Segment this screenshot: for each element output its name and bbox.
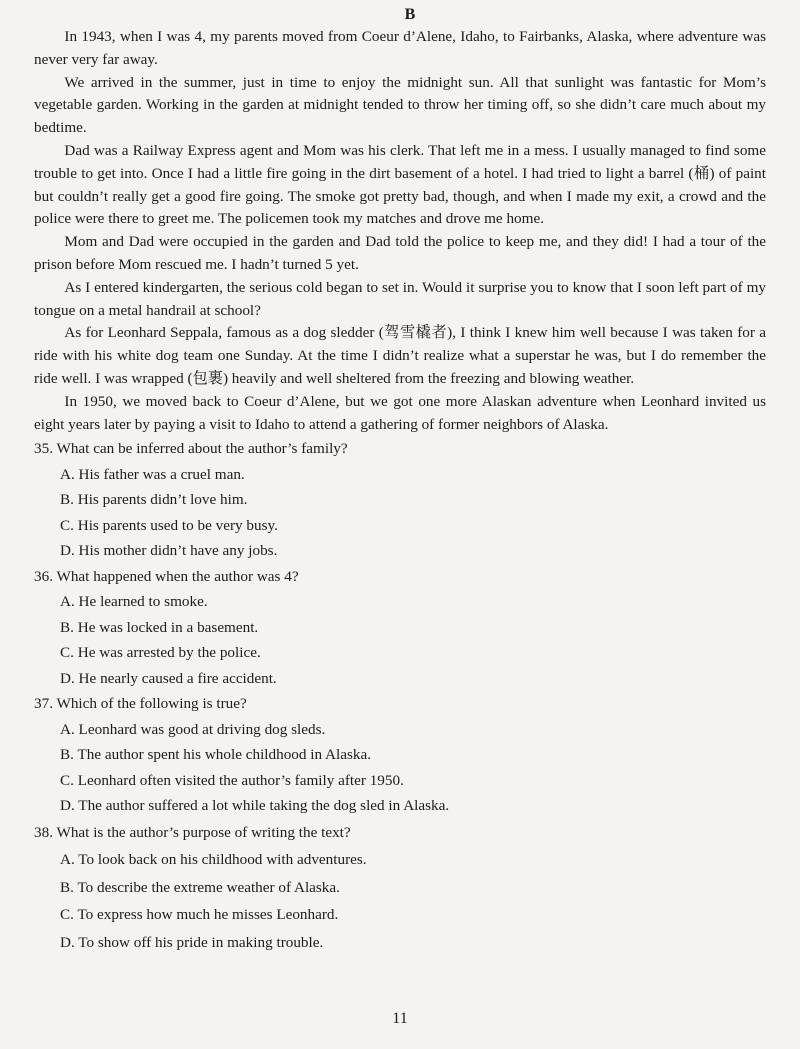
option-a: A. His father was a cruel man. — [60, 465, 245, 483]
option-c: C. His parents used to be very busy. — [60, 516, 278, 534]
option-d: D. His mother didn’t have any jobs. — [60, 542, 278, 560]
option-b: B. His parents didn’t love him. — [60, 491, 248, 509]
passage-paragraph: In 1950, we moved back to Coeur d’Alene, but we got one more Alaskan adventure when Leonhard invited us eight years later by paying a visit to Idaho to attend a gathering of former neighbors of Alaska. — [34, 392, 766, 433]
question-35 — [34, 436, 766, 564]
passage-paragraph: As for Leonhard Seppala, famous as a dog sledder (驾雪橇者), I think I knew him well because I was taken for a ride with his white dog team one Sunday. At the time I didn’t realize what a superstar he was, but I do remember the ride well. I was wrapped (包裹) heavily and well sheltered from the freezing and blowing weather. — [34, 324, 766, 387]
option-b: B. He was locked in a basement. — [60, 618, 259, 636]
passage-paragraph: As I entered kindergarten, the serious cold began to set in. Would it surprise you to know that I soon left part of my tongue on a metal handrail at school? — [34, 278, 766, 319]
option-d: D. To show off his pride in making trouble. — [60, 933, 324, 951]
page-number: 11 — [392, 1010, 408, 1027]
section-label: B — [404, 6, 416, 23]
option-a: A. Leonhard was good at driving dog sleds. — [60, 720, 326, 738]
question-38 — [34, 819, 766, 957]
question-stem: 36. What happened when the author was 4? — [34, 567, 299, 585]
option-d: D. The author suffered a lot while taking the dog sled in Alaska. — [60, 797, 450, 815]
option-c: C. To express how much he misses Leonhard. — [60, 906, 339, 924]
question-stem: 35. What can be inferred about the author’s family? — [34, 440, 348, 458]
question-37 — [34, 691, 766, 819]
passage-paragraph: Mom and Dad were occupied in the garden and Dad told the police to keep me, and they did! I had a tour of the prison before Mom rescued me. I hadn’t turned 5 yet. — [34, 233, 766, 273]
option-b: B. To describe the extreme weather of Alaska. — [60, 878, 340, 896]
reading-passage — [34, 26, 766, 436]
option-b: B. The author spent his whole childhood in Alaska. — [60, 746, 372, 764]
passage-paragraph: Dad was a Railway Express agent and Mom was his clerk. That left me in a mess. I usually managed to find some trouble to get into. Once I had a little fire going in the dirt basement of a hotel. I had tried to light a barrel (桶) of paint but couldn’t really get a good fire going. The smoke got pretty bad, though, and when I made my exit, a crowd and the police were there to greet me. The policemen took my matches and drove me home. — [34, 141, 766, 228]
passage-paragraph: We arrived in the summer, just in time to enjoy the midnight sun. All that sunlight was fantastic for Mom’s vegetable garden. Working in the garden at midnight tended to throw her timing off, so she didn’t care much about my bedtime. — [34, 73, 766, 137]
question-stem: 37. Which of the following is true? — [34, 695, 247, 713]
option-d: D. He nearly caused a fire accident. — [60, 669, 277, 687]
passage-paragraph: In 1943, when I was 4, my parents moved from Coeur d’Alene, Idaho, to Fairbanks, Alaska, where adventure was never very far away. — [34, 28, 766, 68]
question-36 — [34, 564, 766, 692]
option-c: C. He was arrested by the police. — [60, 644, 261, 662]
question-stem: 38. What is the author’s purpose of writing the text? — [34, 823, 351, 841]
option-a: A. He learned to smoke. — [60, 593, 208, 611]
option-a: A. To look back on his childhood with adventures. — [60, 851, 367, 869]
question-list — [34, 436, 766, 956]
option-c: C. Leonhard often visited the author’s family after 1950. — [60, 771, 404, 789]
